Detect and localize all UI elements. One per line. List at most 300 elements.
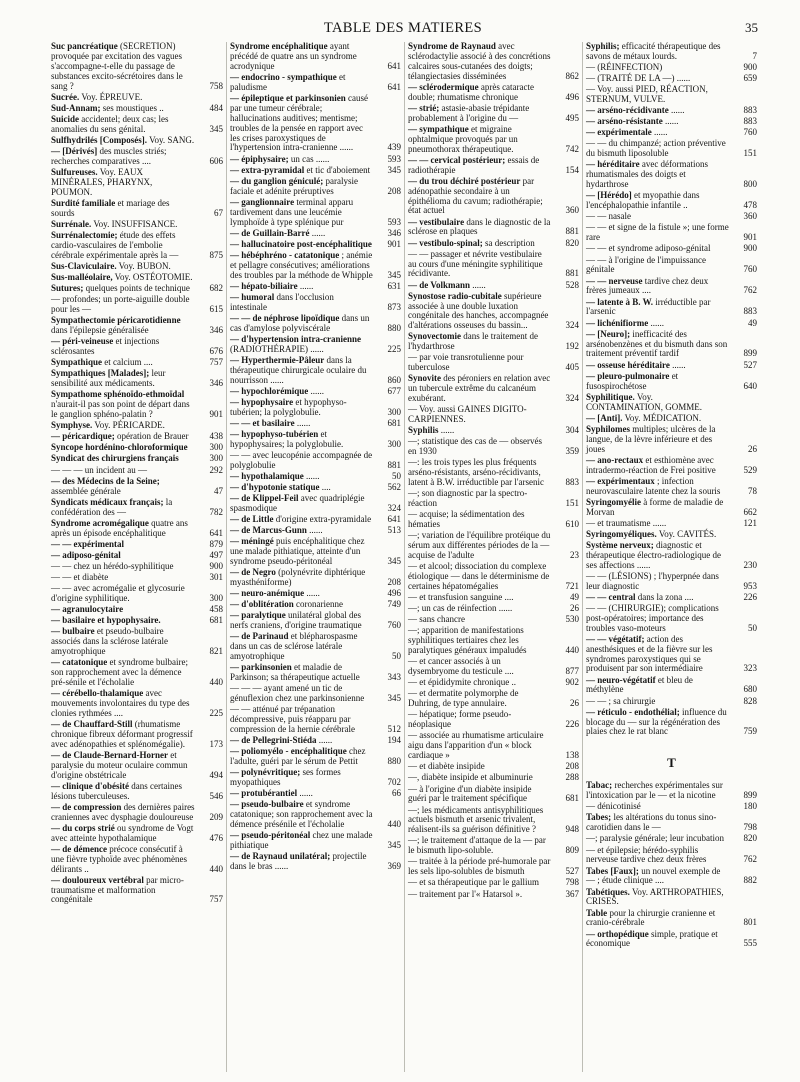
entry-page-number: 529 [743,464,757,475]
entry-headword: — poliomyélo - encéphalitique [230,746,347,757]
entry-text: — profondes; un porte-aiguille double pour les — [51,294,190,315]
page-header [48,20,758,38]
index-entry [51,115,223,135]
entry-headword: — humoral [230,291,275,302]
entry-page-number: 225 [209,707,223,718]
entry-page-number: 180 [743,801,757,812]
index-entry [586,42,757,62]
entry-headword: — [Neuro]; [586,328,631,339]
entry-page-number: 900 [743,62,757,72]
entry-headword: Sus-Claviculaire. [51,260,117,271]
entry-page-number: 681 [387,417,401,428]
entry-text: — et transfusion sanguine .... [408,592,514,603]
entry-headword: Sympathiques [Malades]; [51,368,150,379]
index-entry [230,472,401,482]
entry-page-number: 300 [387,438,401,449]
entry-page-number: 880 [387,756,401,767]
index-entry [586,277,757,297]
entry-text: multiples; ulcères de la langue, de la lèvre inférieure et des joues [586,423,716,454]
index-entry [230,831,401,851]
entry-page-number: 346 [209,325,223,336]
entry-text: avec mouvements involontaires du type des clonies rythmées .... [51,688,190,718]
entry-headword: — latente à B. W. [586,296,654,307]
entry-page-number: 901 [209,409,223,420]
index-entry [51,584,223,604]
entry-headword: Syndicats médicaux français; [51,496,164,507]
entry-page-number: 953 [743,580,757,591]
entry-text: —: les trois types les plus fréquents arséno-résistants, arséno-récidivants, latent à B.W. irréductible par l'arsenic [408,457,544,488]
entry-text: des dernières paires craniennes avec dysphagie douloureuse [51,801,195,822]
entry-headword: — — de néphrose lipoïdique [230,312,340,323]
index-entry [230,600,401,610]
entry-headword: Tabac; [586,780,613,791]
entry-text: avec sclérodactylie associé à des concrétions calcaires sous-cutanées des doigts; télangiectasies disséminées [408,42,551,81]
entry-text: après cataracte double; rhumatisme chronique [408,81,535,102]
entry-text: et hypophyso-tubérien; la polyglobulie. [230,396,347,417]
entry-page-number: 883 [565,477,579,488]
entry-page-number: 494 [209,769,223,780]
entry-headword: — douloureux vertébral [51,874,144,885]
entry-text: — par voie transrotulienne pour tuberculose [408,352,524,373]
index-entry [51,421,223,431]
entry-headword: — vestibulo-spinal; [408,237,483,248]
entry-page-number: 496 [387,588,401,599]
entry-page-number: 50 [392,651,401,662]
entry-page-number: 760 [743,264,757,275]
index-entry [408,250,579,280]
entry-text: tardive chez deux frères jumeaux .... [586,275,709,296]
entry-headword: Sympathique [51,357,103,368]
entry-text: — et épididymite chronique .. [408,677,516,688]
entry-text: simple, pratique et économique [586,928,718,949]
entry-text: terminal apparu tardivement dans une leucémie lymphoïde à type splénique pur [230,196,354,227]
index-entry [408,531,579,561]
index-columns [48,42,760,1072]
entry-text: ...... [470,279,486,290]
entry-headword: Sympathectomie péricarotidienne [51,315,181,326]
entry-page-number: 880 [387,322,401,333]
index-entry [51,390,223,420]
index-entry [230,684,401,704]
index-entry [51,136,223,146]
entry-page-number: 762 [743,285,757,296]
entry-text: leur sensibilité aux médicaments. [51,368,166,389]
entry-page-number: 301 [209,571,223,582]
index-entry [586,128,757,138]
entry-headword: — osseuse héréditaire [586,359,670,370]
entry-text: — dénicotinisé [586,801,641,812]
entry-headword: — de Marcus-Gunn [230,525,307,536]
entry-text: quelques points de technique [83,283,190,294]
index-entry [586,256,757,276]
entry-text: causé par une tumeur cérébrale; hallucinations auditives; mentisme; troubles de la pensée en rapport avec les crises paroxystiques de l'hypertension intra-cranienne ...... [230,92,369,153]
index-entry [230,314,401,334]
entry-page-number: 360 [565,205,579,216]
entry-headword: — héréditaire [586,159,640,170]
index-entry [51,147,223,167]
entry-page-number: 662 [743,506,757,517]
entry-text: — — ; sa chirurgie [586,695,656,706]
index-entry [408,239,579,249]
entry-page-number: 66 [392,788,401,799]
entry-text: Voy. SANG. [147,134,195,145]
entry-text: des péroniers en relation avec un tubercule extrême du calcanéum exubérant. [408,373,551,404]
entry-headword: — bulbaire [51,626,95,637]
entry-text: —; statistique des cas de — observés en 1930 [408,436,542,457]
entry-headword: — adiposo-génital [51,549,121,560]
entry-page-number: 226 [565,719,579,730]
entry-headword: — Hyperthermie-Pâleur [230,354,325,365]
entry-headword: — endocrino - sympathique [230,71,337,82]
entry-page-number: 798 [743,822,757,833]
entry-page-number: 593 [387,153,401,164]
index-entry [586,63,757,73]
entry-headword: Surrénale. [51,218,92,229]
entry-page-number: 883 [743,116,757,127]
index-entry [230,229,401,239]
index-entry [586,160,757,190]
entry-headword: — hypothalamique [230,470,304,481]
entry-text: essais de radiothérapie [408,154,540,175]
entry-headword: — neuro-anémique [230,588,305,599]
entry-headword: — — cervical postérieur; [408,154,506,165]
entry-headword: Synovite [408,373,442,384]
index-entry [51,845,223,875]
entry-text: —; apparition de manifestations syphilitiques tertiaires chez les paralytiques généraux impaludés [408,625,527,656]
entry-page-number: 901 [387,238,401,249]
entry-text: dans l'occlusion intestinale [230,291,334,312]
index-entry [230,747,401,767]
entry-headword: — pleuro-pulmonaire [586,370,670,381]
entry-headword: — hépato-biliaire [230,280,298,291]
entry-text: accidentel; deux cas; les anomalies du sens génital. [51,113,169,134]
index-entry [51,231,223,261]
entry-page-number: 324 [387,503,401,513]
entry-text: — — avec leucopénie accompagnée de polyglobulie [230,449,373,470]
entry-page-number: 208 [387,185,401,196]
entry-text: ...... [294,417,311,428]
entry-text: supérieure associée à une double luxation congénitale des hanches, accompagnée d'altérations osseuses du bassin... [408,290,549,331]
entry-text: Voy. INSUFFISANCE. [91,218,178,229]
entry-text: — hépatique; forme pseudo-néoplasique [408,709,512,730]
entry-text: les altérations du tonus sino-carotidien dans le — [586,812,717,833]
entry-text: ...... [306,525,323,536]
entry-headword: — — central [586,591,636,602]
entry-page-number: 562 [387,482,401,492]
entry-page-number: 369 [387,861,401,872]
index-entry [586,425,757,455]
entry-headword: — [Dérivés] [51,146,98,156]
entry-page-number: 881 [565,268,579,279]
entry-text: efficacité thérapeutique des savons de métaux lourds. [586,42,721,61]
entry-text: et syndrome catatonique; son rapprochement avec la démence présénile et l'écholalie [230,799,373,830]
entry-headword: — — nerveuse [586,275,643,286]
entry-page-number: 151 [743,148,757,159]
entry-headword: — de Little [230,514,274,525]
entry-text: et maladie de Parkinson; sa thérapeutique actuelle [230,662,360,683]
entry-headword: — du trou déchiré postérieur [408,175,521,186]
index-entry [230,198,401,228]
entry-text: — et épilepsie; hérédo-syphilis nerveuse tardive chez deux frères [586,844,707,865]
index-entry [230,789,401,799]
entry-page-number: 899 [743,790,757,801]
entry-text: ...... [304,588,320,599]
entry-headword: — clinique d'obésité [51,780,130,791]
index-entry [51,616,223,626]
entry-page-number: 801 [743,917,757,928]
entry-text: irréductible par l'arsenic [586,296,711,317]
entry-headword: — neuro-végétatif [586,674,656,685]
entry-text: — — (CHIRURGIE); complications post-opératoires; importance des troubles vaso-moteurs [586,602,719,633]
entry-page-number: 879 [209,538,223,549]
index-entry [408,332,579,352]
index-entry [230,155,401,165]
entry-text: ses moustiques .. [100,102,164,113]
entry-page-number: 900 [743,243,757,254]
entry-page-number: 300 [209,592,223,603]
index-entry [51,658,223,688]
index-entry [408,785,579,805]
index-entry [51,605,223,615]
entry-headword: — protubérantiel [230,788,298,799]
entry-text: (rhumatisme chronique fibreux déformant progressif avec adénopathies et splénomégalie). [51,718,193,749]
entry-text: ou syndrome de Vogt avec atteinte hypothalamique [51,822,194,843]
entry-text: et myopathie dans l'encéphalopathie infantile .. [586,190,700,211]
index-entry [586,541,757,571]
entry-page-number: 512 [387,724,401,735]
entry-text: ...... [297,788,313,799]
index-entry [51,432,223,442]
index-entry [408,626,579,656]
index-entry [230,515,401,525]
index-entry [408,489,579,509]
entry-text: — — (LÉSIONS) ; l'hyperpnée dans leur diagnostic [586,570,719,591]
entry-page-number: 640 [743,380,757,391]
index-entry [408,689,579,709]
entry-text: — et cancer associés à un dysembryome du testicule .... [408,656,514,677]
entry-page-number: 26 [570,603,579,614]
entry-headword: — polynévritique; [230,767,301,778]
entry-text: Voy. BUBON. [116,260,171,271]
index-entry [230,387,401,397]
index-entry [230,282,401,292]
entry-headword: — — expérimental [51,538,124,549]
entry-text: —; les médicaments antisyphilitiques actuels bismuth et arsenic trivalent, réalisent-ils sa guérison définitive ? [408,804,544,835]
index-entry [408,125,579,155]
index-entry [230,568,401,588]
entry-headword: Symphyse. [51,420,93,431]
entry-text: et syndrome bulbaire; son rapprochement avec la démence pré-sénile et l'écholalie [51,657,188,687]
entry-text: —; le traitement d'attaque de la — par le bismuth lipo-soluble. [408,835,546,856]
entry-page-number: 821 [209,646,223,657]
entry-text: — — — ayant amené un tic de génuflexion chez une parkinsonienne [230,683,365,704]
entry-text: — et traumatisme ...... [586,517,667,528]
entry-page-number: 300 [209,442,223,453]
index-entry [230,335,401,355]
entry-page-number: 288 [565,772,579,783]
index-entry [408,678,579,688]
entry-page-number: 343 [387,672,401,683]
entry-page-number: 901 [743,232,757,243]
index-entry [230,611,401,631]
index-column-1 [48,42,226,1072]
index-entry [586,593,757,603]
index-entry [51,689,223,719]
entry-page-number: 682 [209,283,223,294]
index-entry [408,218,579,238]
index-entry [51,551,223,561]
index-entry [586,74,757,84]
entry-headword: Syndrome acromégalique [51,517,149,528]
index-entry [230,526,401,536]
entry-text: ; anémie et pellagre consécutives; améliorations des troubles par la méthode de Whipple [230,249,373,280]
entry-page-number: 798 [565,877,579,888]
entry-page-number: 782 [209,506,223,517]
entry-page-number: 681 [209,615,223,626]
index-entry [51,168,223,198]
entry-text: ses formes myopathiques [230,767,341,788]
index-entry [586,498,757,518]
index-entry [230,800,401,830]
entry-text: avec quadriplégie spasmodique [230,493,365,513]
index-entry [408,615,579,625]
entry-text: la confédération des — [51,496,173,517]
entry-headword: Table [586,907,608,918]
entry-headword: — péricardique; [51,431,115,442]
index-column-3 [404,42,582,1072]
index-entry [51,199,223,219]
entry-text: projectile dans le bras ...... [230,851,367,872]
index-entry [51,540,223,550]
entry-headword: — hypophysaire [230,396,294,407]
entry-headword: Syndrome de Raynaud [408,42,496,51]
entry-page-number: 478 [743,200,757,211]
entry-page-number: 47 [214,485,223,496]
entry-text: diagnostic et thérapeutique électro-radiologique de ses affections ...... [586,539,721,570]
entry-text: et calcium .... [102,357,153,368]
index-entry [51,477,223,497]
entry-page-number: 759 [743,726,757,737]
index-entry [230,42,401,72]
entry-text: —; paralysie générale; leur incubation [586,833,724,844]
entry-page-number: 641 [387,60,401,71]
entry-page-number: 324 [565,393,579,404]
entry-text: n'aurait-il pas son point de départ dans le ganglion sphéno-palatin ? [51,399,190,420]
entry-page-number: 555 [743,938,757,949]
entry-text: avec déformations rhumatismales des doigts et hydarthrose [586,159,709,190]
entry-page-number: 225 [387,343,401,354]
entry-headword: — de Parinaud [230,631,289,642]
entry-page-number: 828 [743,695,757,706]
entry-page-number: 49 [748,317,757,328]
index-entry [230,419,401,429]
entry-headword: — — et basilaire [230,417,295,428]
index-entry [230,356,401,386]
index-entry [51,627,223,657]
entry-headword: — péri-veineuse [51,336,114,347]
index-entry [230,166,401,176]
index-entry [586,330,757,360]
index-entry [586,909,757,929]
entry-headword: Synovectomie [408,331,461,342]
entry-page-number: 758 [209,80,223,91]
entry-text: ...... [309,227,326,238]
entry-page-number: 209 [209,811,223,822]
index-entry [586,244,757,254]
entry-text: et paralysie du moteur oculaire commun d'origine obstétricale [51,749,188,780]
index-entry [408,593,579,603]
entry-page-number: 367 [565,888,579,899]
entry-page-number: 26 [570,698,579,709]
index-entry [408,281,579,291]
index-entry [408,374,579,404]
entry-headword: Système nerveux; [586,539,654,550]
entry-text: — traitement par l'« Hatarsol ». [408,888,523,899]
entry-text: (SÉCRÉTION) provoquée par excitation des vagues s'accompagne-t-elle du passage de substances excito-sécrétoires dans le sang ? [51,42,183,91]
entry-page-number: 440 [209,863,223,874]
entry-headword: — d'hypertension intra-cranienne [230,333,362,344]
entry-page-number: 300 [209,453,223,464]
entry-page-number: 875 [209,249,223,260]
entry-text: précoce consécutif à une fièvre typhoïde avec phénomènes délirants .. [51,843,187,874]
entry-text: —, diabète insipide et albuminurie [408,772,533,783]
index-entry [408,405,579,425]
entry-page-number: 345 [387,556,401,567]
entry-headword: — cérébello-thalamique [51,688,144,699]
entry-page-number: 860 [387,374,401,385]
index-entry [230,73,401,93]
entry-text: assemblée générale [51,485,121,496]
entry-page-number: 226 [743,591,757,602]
index-entry [230,632,401,662]
entry-text: dans la zona .... [635,591,694,602]
entry-page-number: 641 [387,514,401,525]
entry-text: — et dermatite polymorphe de Duhring, de type annulaire. [408,688,519,709]
entry-headword: — extra-pyramidal [230,164,305,175]
entry-page-number: 440 [387,819,401,830]
entry-text: par micro-traumatisme et malformation congénitale [51,874,184,905]
index-entry [230,537,401,567]
index-entry [51,803,223,823]
page-title: TABLE DES MATIERES [323,20,483,36]
index-entry [51,316,223,336]
entry-text: ...... [316,735,333,746]
entry-headword: — paralytique [230,610,286,621]
index-entry [586,223,757,243]
entry-text: un nouvel exemple de — ; étude clinique .... [586,865,721,886]
entry-page-number: 659 [743,73,757,84]
entry-headword: — — végétatif; [586,633,645,644]
entry-headword: — parkinsonien [230,662,292,673]
index-entry [51,519,223,539]
entry-page-number: 702 [387,777,401,788]
entry-text: ...... [438,425,455,436]
entry-headword: — strié; [408,102,440,113]
entry-page-number: 610 [565,519,579,530]
entry-text: — à l'origine d'un diabète insipide guéri par le traitement spécifique [408,783,532,804]
index-entry [586,477,757,497]
index-entry [51,824,223,844]
entry-page-number: 530 [565,614,579,625]
entry-page-number: 641 [209,527,223,538]
entry-page-number: 440 [565,645,579,656]
index-entry [586,604,757,634]
entry-text: et mariage des sourds [51,197,170,218]
index-entry [586,298,757,318]
index-entry [51,42,223,92]
index-entry [586,708,757,738]
entry-text: Voy. CONTAMINATION, GOMME. [586,391,703,412]
